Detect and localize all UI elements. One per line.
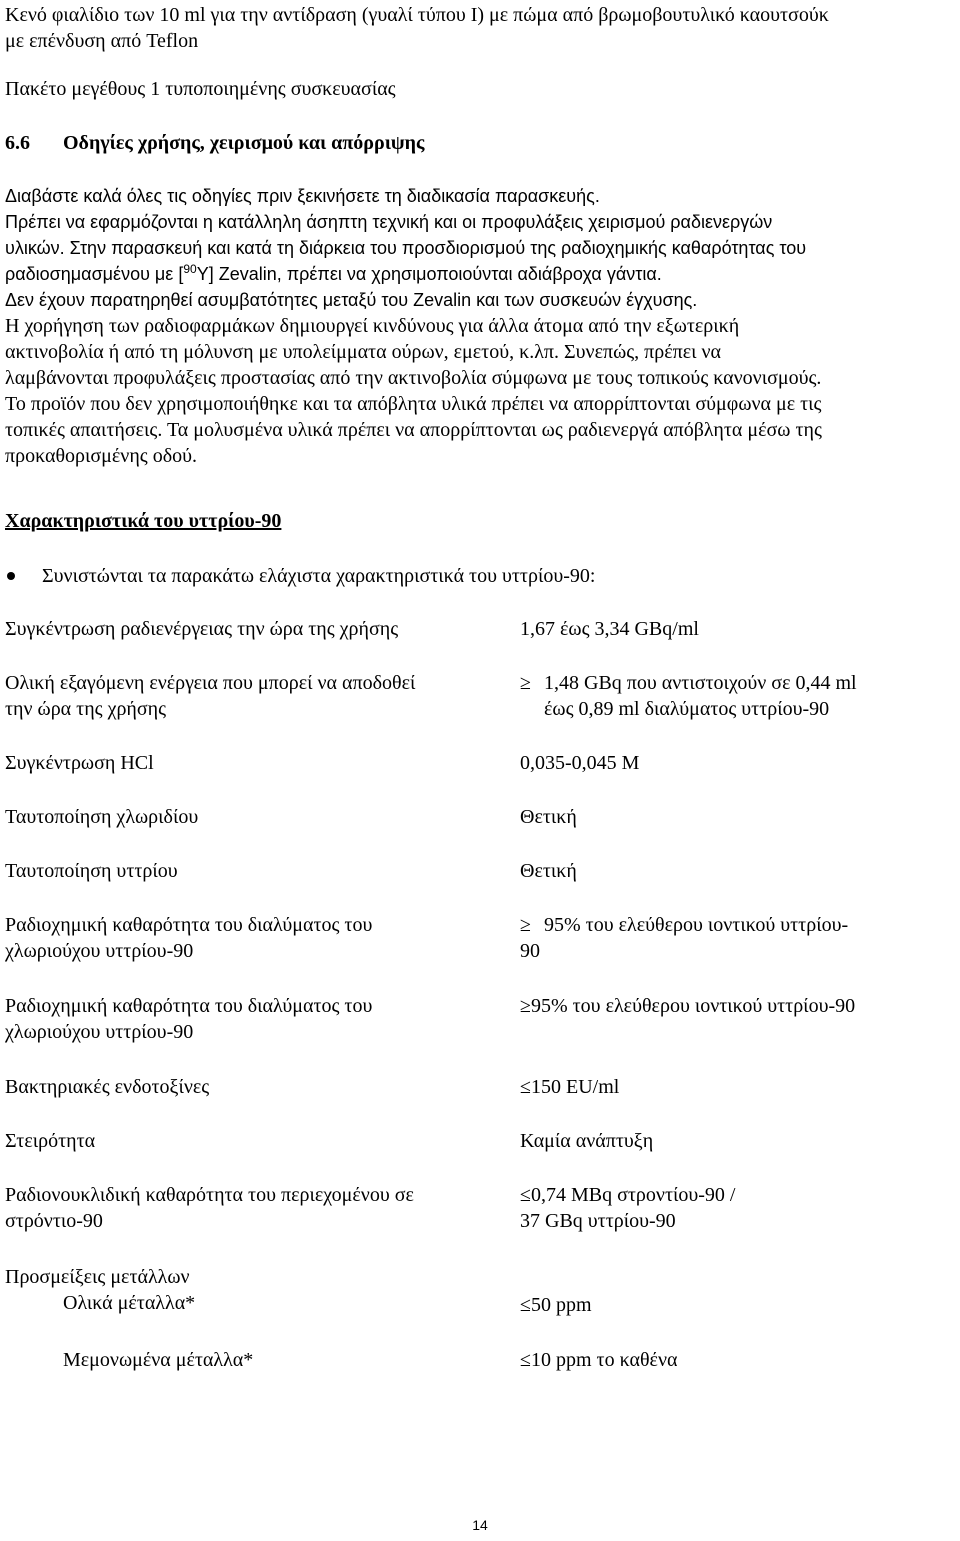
spec-value (520, 1292, 940, 1318)
body-line: τοπικές απαιτήσεις. Τα μολυσμένα υλικά πρέπει να απορρίπτονται ως ραδιενεργά απόβλητα μέσω της (5, 419, 822, 441)
spec-label (5, 1182, 495, 1234)
spec-value (520, 993, 940, 1019)
spec-label-line: Προσμείξεις μετάλλων (5, 1266, 190, 1288)
spec-label-line: χλωριούχου υττρίου-90 (5, 1021, 194, 1043)
spec-value (520, 1347, 940, 1373)
greater-equal-icon: ≥ (520, 672, 531, 694)
spec-label-line: Ολική εξαγόμενη ενέργεια που μπορεί να αποδοθεί (5, 672, 416, 694)
spec-label: Βακτηριακές ενδοτοξίνες (5, 1076, 210, 1098)
section-heading (5, 130, 424, 156)
spec-label: Ταυτοποίηση χλωριδίου (5, 806, 199, 828)
spec-label: Συγκέντρωση ραδιενέργειας την ώρα της χρήσης (5, 618, 399, 640)
intro-line-2: με επένδυση από Teflon (5, 30, 199, 52)
less-equal-icon: ≤ (520, 1294, 531, 1316)
characteristics-title: Χαρακτηριστικά του υττρίου-90 (5, 510, 282, 532)
spec-value-line (520, 912, 940, 938)
spec-label-line: στρόντιο-90 (5, 1210, 103, 1232)
less-equal-icon: ≤ (520, 1184, 531, 1206)
spec-value: 1,67 έως 3,34 GBq/ml (520, 618, 699, 640)
body-line: ακτινοβολία ή από τη μόλυνση με υπολείμματα ούρων, εμετού, κ.λπ. Συνεπώς, πρέπει να (5, 341, 722, 363)
bullet-icon (7, 572, 15, 580)
spec-value (520, 912, 940, 964)
spec-value-text: 1,48 GBq που αντιστοιχούν σε 0,44 ml (544, 672, 857, 694)
body-text-segment: Y] Zevalin, πρέπει να χρησιμοποιούνται αδιάβροχα γάντια. (196, 264, 662, 284)
spec-label-line: την ώρα της χρήσης (5, 698, 167, 720)
body-line: Το προϊόν που δεν χρησιμοποιήθηκε και τα απόβλητα υλικά πρέπει να απορρίπτονται σύμφωνα με τις (5, 393, 822, 415)
spec-value-line: 37 GBq υττρίου-90 (520, 1210, 676, 1232)
section-title: Οδηγίες χρήσης, χειρισμού και απόρριψης (63, 132, 425, 154)
spec-value (520, 1074, 940, 1100)
spec-label (5, 670, 495, 722)
spec-label (5, 1347, 495, 1373)
spec-label: Στειρότητα (5, 1130, 96, 1152)
body-line: λαμβάνονται προφυλάξεις προστασίας από την ακτινοβολία σύμφωνα με τους τοπικούς κανονισμούς. (5, 367, 822, 389)
body-line (5, 261, 955, 287)
less-equal-icon: ≤ (520, 1076, 531, 1098)
isotope-superscript: 90 (183, 262, 197, 276)
spec-value-line (520, 670, 940, 696)
body-line: Δεν έχουν παρατηρηθεί ασυμβατότητες μεταξύ του Zevalin και των συσκευών έγχυσης. (5, 290, 698, 310)
spec-value-text: 10 ppm το καθένα (530, 1349, 678, 1371)
spec-value-line (520, 1182, 940, 1208)
spec-value-text: 50 ppm (530, 1294, 592, 1316)
document-page (5, 0, 955, 1541)
body-text-segment: ραδιοσημασμένου με [ (5, 264, 184, 284)
spec-value: 0,035-0,045 M (520, 752, 640, 774)
spec-label-line: Ραδιοχημική καθαρότητα του διαλύματος του (5, 995, 373, 1017)
spec-label (5, 993, 495, 1045)
spec-label-line: Ραδιοχημική καθαρότητα του διαλύματος του (5, 914, 373, 936)
spec-value-line: 90 (520, 940, 540, 962)
greater-equal-icon: ≥ (520, 914, 531, 936)
spec-value: Θετική (520, 806, 577, 828)
bullet-text: Συνιστώνται τα παρακάτω ελάχιστα χαρακτηριστικά του υττρίου-90: (42, 565, 596, 587)
spec-label-line: χλωριούχου υττρίου-90 (5, 940, 194, 962)
spec-value (520, 1182, 940, 1234)
body-line: Διαβάστε καλά όλες τις οδηγίες πριν ξεκινήσετε τη διαδικασία παρασκευής. (5, 186, 600, 206)
body-line: προκαθορισμένης οδού. (5, 445, 198, 467)
intro-line-1: Κενό φιαλίδιο των 10 ml για την αντίδραση (γυαλί τύπου I) με πώμα από βρωμοβουτυλικό καουτσούκ (5, 4, 829, 26)
page-number: 14 (472, 1517, 488, 1533)
container-description (5, 2, 955, 54)
package-size: Πακέτο μεγέθους 1 τυποποιημένης συσκευασίας (5, 78, 396, 100)
body-line: Πρέπει να εφαρμόζονται η κατάλληλη άσηπτη τεχνική και οι προφυλάξεις χειρισμού ραδιενεργών (5, 212, 773, 232)
spec-value-text: 150 EU/ml (530, 1076, 620, 1098)
spec-value: Καμία ανάπτυξη (520, 1130, 654, 1152)
section-number: 6.6 (5, 132, 30, 154)
body-line: Η χορήγηση των ραδιοφαρμάκων δημιουργεί κινδύνους για άλλα άτομα από την εξωτερική (5, 315, 740, 337)
spec-label-line: Ραδιονουκλιδική καθαρότητα του περιεχομένου σε (5, 1184, 414, 1206)
spec-label (5, 1264, 495, 1316)
spec-label: Ταυτοποίηση υττρίου (5, 860, 178, 882)
spec-value: Θετική (520, 860, 577, 882)
greater-equal-icon: ≥ (520, 995, 531, 1017)
less-equal-icon: ≤ (520, 1349, 531, 1371)
spec-value-text: 95% του ελεύθερου ιοντικού υττρίου- (544, 914, 849, 936)
handling-instructions (5, 183, 955, 469)
body-line: υλικών. Στην παρασκευή και κατά τη διάρκεια του προσδιορισμού της ραδιοχημικής καθαρότητας του (5, 238, 807, 258)
spec-sublabel: Μεμονωμένα μέταλλα* (63, 1349, 254, 1371)
spec-value-text: 95% του ελεύθερου ιοντικού υττρίου-90 (530, 995, 856, 1017)
spec-value-text: 0,74 MBq στροντίου-90 / (530, 1184, 736, 1206)
spec-label: Συγκέντρωση HCl (5, 752, 154, 774)
spec-label (5, 912, 495, 964)
spec-value-line: έως 0,89 ml διαλύματος υττρίου-90 (544, 698, 830, 720)
spec-value (520, 670, 940, 722)
spec-sublabel: Ολικά μέταλλα* (63, 1292, 196, 1314)
